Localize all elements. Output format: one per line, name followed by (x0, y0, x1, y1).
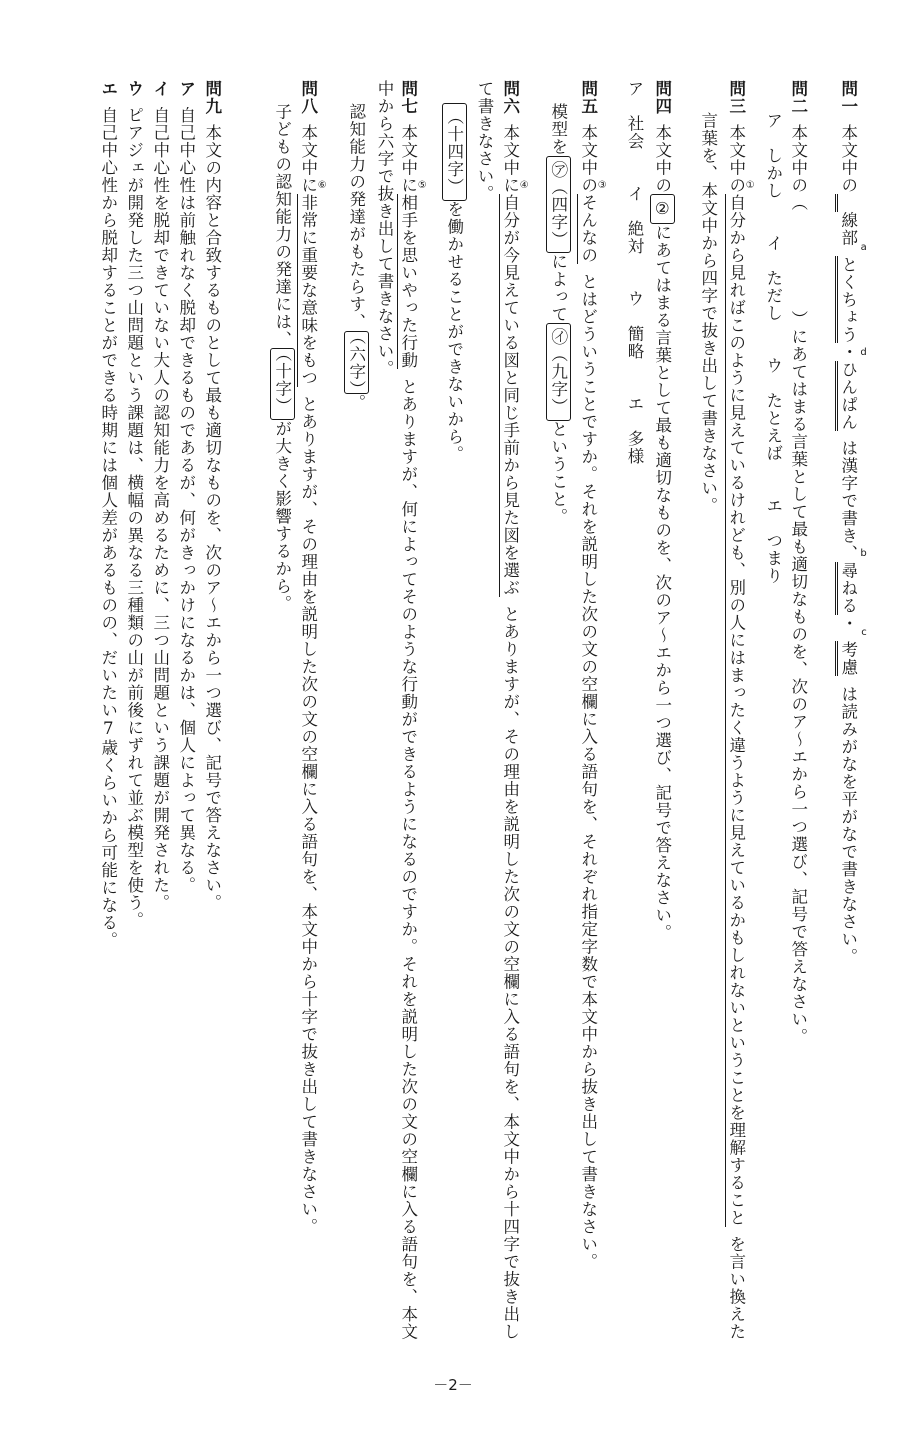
q2-label: 問二 (788, 80, 808, 115)
q7-blank-box: （六字） (344, 331, 369, 395)
q9-option-key: ウ (124, 80, 144, 98)
q8-underline: 非常に重要な意味をもつ ⑥ (298, 180, 328, 387)
q6-text-line2: て書きなさい。 (475, 80, 494, 203)
q3-text-post: を言い換えた (726, 1235, 746, 1341)
q1-text-mid1: 線部 (838, 211, 858, 247)
q4-text-post: にあてはまる言葉として最も適切なものを、次のア～エから一つ選び、記号で答えなさい。 (652, 224, 672, 942)
q7-line (398, 80, 428, 1341)
q6-underline: 自分が今見えている図と同じ手前から見た図を選ぶ ④ (500, 180, 530, 597)
q2-text-pre: 本文中の（ (788, 124, 808, 212)
q7-label: 問七 (398, 80, 418, 115)
q1-word-b: 尋ねる b (835, 562, 858, 615)
q8-line (298, 80, 328, 1236)
q5-underline: そんなの ③ (578, 180, 608, 265)
q8-text-l2b: が大きく影響するから。 (272, 419, 292, 613)
q7-text-l3a: 認知能力の発達がもたらす、 (346, 103, 366, 331)
q7-text-post: とありますが、何によってそのような行動ができるようになるのですか。それを説明した次の文の空欄に入る語句を、本文 (398, 378, 418, 1341)
q1-word-a: とくちょう a (835, 256, 858, 344)
q8-line2 (273, 80, 290, 612)
q7-line3 (347, 80, 364, 412)
mark-6: ⑥ (317, 180, 328, 192)
q6-line (500, 80, 530, 1341)
q9-option-a (177, 80, 194, 894)
q1-text-mid2: は漢字で書き、 (838, 439, 858, 563)
q4-line (653, 80, 670, 942)
q9-line (203, 80, 220, 912)
q5-text-post: とはどういうことですか。それを説明した次の文の空欄に入る語句を、それぞれ指定字数で本文中から抜き出して書きなさい。 (578, 273, 598, 1271)
mark-5: ⑤ (417, 180, 428, 192)
q5-text-l2b: によって (548, 253, 568, 324)
q9-label: 問九 (202, 80, 222, 115)
q6-line3 (445, 80, 462, 463)
mark-c: c (861, 627, 868, 639)
q8-text-post: とありますが、その理由を説明した次の文の空欄に入る語句を、本文中から十字で抜き出して書きなさい。 (298, 395, 318, 1236)
q1-text-pre: 本文中の (838, 124, 858, 195)
q3-text-line2: 言葉を、本文中から四字で抜き出して書きなさい。 (698, 112, 718, 515)
q6-text-post: とありますが、その理由を説明した次の文の空欄に入る語句を、本文中から十四字で抜き出し (500, 605, 520, 1341)
q9-option-i (151, 80, 168, 912)
q8-blank-box: （十字） (270, 348, 295, 420)
q2-text-post: ）にあてはまる言葉として最も適切なものを、次のア～エから一つ選び、記号で答えなさい。 (788, 310, 808, 1046)
q5-line2 (549, 80, 566, 526)
q2-blank (790, 212, 807, 311)
q3-line (726, 80, 756, 1341)
q2-choice-list: ア しかし イ ただし ウ たとえば エ つまり (763, 112, 783, 585)
q5-label: 問五 (578, 80, 598, 115)
q9-option-text: 自己中心性を脱却できていない大人の認知能力を高めるために、三つ山問題という課題が開発された。 (150, 106, 170, 912)
q1-text-post: は読みがなを平がなで書きなさい。 (838, 685, 858, 966)
q4-choice-list: ア 社会 イ 絶対 ウ 簡略 エ 多様 (625, 80, 644, 465)
q7-text-l3b: 。 (346, 394, 366, 412)
q4-choices (626, 80, 643, 465)
q1-double-line-sample (835, 194, 858, 212)
q6-text-pre: 本文中に (500, 124, 520, 195)
q9-option-text: 自己中心性は前触れなく脱却できるものであるが、何がきっかけになるかは、個人によって異なる。 (176, 106, 196, 895)
q6-blank-box: （十四字） (442, 103, 467, 201)
q9-option-key: エ (98, 80, 118, 98)
q9-option-text: ピアジェが開発した三つ山問題という課題は、横幅の異なる三種類の山が前後にずれて並ぶ模型を使う。 (124, 106, 144, 930)
mark-4: ④ (519, 180, 530, 192)
q8-text-l2a: 子どもの認知能力の発達には、 (272, 103, 292, 349)
q9-option-e (99, 80, 116, 949)
q5-text-l2a: 模型を (548, 103, 568, 156)
q7-underline: 相手を思いやった行動 ⑤ (398, 180, 428, 370)
mark-3: ③ (597, 180, 608, 192)
q9-option-key: イ (150, 80, 170, 98)
page-number: －2－ (433, 1376, 473, 1394)
q1-word-d: ひんぱん d (835, 361, 858, 431)
q9-text: 本文の内容と合致するものとして最も適切なものを、次のア～エから一つ選び、記号で答えなさい。 (202, 124, 222, 912)
mark-1: ① (745, 180, 756, 192)
q9-option-key: ア (176, 80, 196, 98)
q9-option-u (125, 80, 142, 929)
q7-text-line2: 中から六字で抜き出して書きなさい。 (375, 80, 394, 378)
q5-line (578, 80, 608, 1271)
q3-label: 問三 (726, 80, 746, 115)
q1-word-c: 考慮 c (835, 641, 858, 676)
mark-d: d (860, 346, 868, 358)
q5-text-l2c: ということ。 (548, 420, 568, 526)
q5-text-pre: 本文中の (578, 124, 598, 195)
q2-choices (764, 80, 781, 585)
q6-label: 問六 (500, 80, 520, 115)
q5-blank-box-i: ㋑（九字） (546, 323, 571, 421)
q9-option-text: 自己中心性から脱却することができる時期には個人差があるものの、だいたい7歳くらいから可能になる。 (98, 106, 118, 950)
q5-blank-box-a: ㋐（四字） (546, 156, 571, 254)
q8-text-pre: 本文中に (298, 124, 318, 195)
q3-text-pre: 本文中の (726, 124, 746, 195)
q3-underline: 自分から見ればこのように見えているけれども、別の人にはまったく違うように見えているかもしれないということを理解すること ① (726, 180, 756, 1227)
mark-a: a (860, 241, 868, 253)
q4-label: 問四 (652, 80, 672, 115)
q6-text-line3: を働かせることができないから。 (444, 200, 464, 464)
q2-line (789, 80, 806, 1046)
q1-line: 問一本文中の 線部とくちょう a ・ひんぱん d は漢字で書き、尋ねる b ・考慮 c は読みがなを平がなで書きなさい。 (839, 80, 856, 965)
q8-label: 問八 (298, 80, 318, 115)
q4-blank-box: ② (650, 194, 675, 224)
q7-line2 (376, 80, 393, 378)
q7-text-pre: 本文中に (398, 124, 418, 195)
q4-text-pre: 本文中の (652, 124, 672, 195)
q6-line2 (476, 80, 493, 203)
q1-label: 問一 (838, 80, 858, 115)
mark-b: b (860, 548, 868, 560)
q3-line2 (699, 80, 716, 515)
